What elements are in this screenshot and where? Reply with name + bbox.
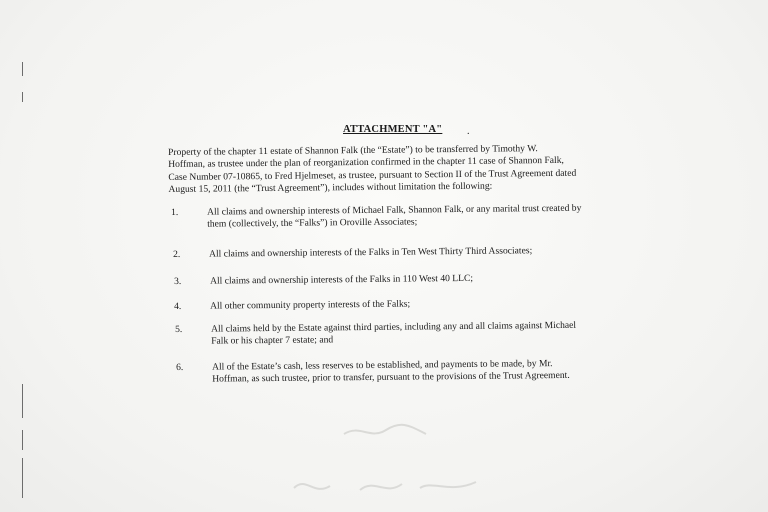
item-number: 6.: [176, 361, 184, 373]
item-number: 5.: [175, 323, 183, 335]
intro-line: August 15, 2011 (the “Trust Agreement”), includes without limitation the following:: [168, 180, 493, 196]
margin-mark: [22, 458, 23, 498]
intro-line: Hoffman, as trustee under the plan of reorganization confirmed in the chapter 11 case of Shannon Falk,: [168, 155, 564, 171]
item-text: All claims and ownership interests of the Falks in 110 West 40 LLC;: [209, 272, 474, 287]
intro-line: Property of the chapter 11 estate of Shannon Falk (the “Estate”) to be transferred by Timothy W.: [168, 143, 538, 158]
item-text: Falk or his chapter 7 estate; and: [211, 334, 334, 348]
margin-mark: [22, 92, 23, 102]
item-text: All claims and ownership interests of the Falks in Ten West Thirty Third Associates;: [208, 245, 533, 260]
margin-mark: [22, 62, 23, 76]
item-text: All of the Estate’s cash, less reserves to be established, and payments to be made, by Mr.: [211, 358, 553, 373]
item-number: 1.: [171, 206, 179, 218]
item-number: 4.: [174, 300, 182, 312]
intro-line: Case Number 07-10865, to Fred Hjelmeset, as trustee, pursuant to Section II of the Trust Agreement dated: [168, 167, 577, 183]
item-text: All claims and ownership interests of Michael Falk, Shannon Falk, or any marital trust created by: [206, 202, 582, 218]
title-mark: .: [467, 126, 470, 137]
item-text: Hoffman, as such trustee, prior to transfer, pursuant to the provisions of the Trust Agreement.: [212, 370, 570, 386]
bleed-through-scribble: [340, 420, 430, 442]
item-text: All claims held by the Estate against third parties, including any and all claims against Michael: [210, 319, 577, 335]
item-number: 3.: [174, 275, 182, 287]
bleed-through-scribble: [290, 470, 480, 500]
item-number: 2.: [173, 248, 181, 260]
attachment-title: ATTACHMENT "A": [343, 124, 443, 135]
intro-paragraph: [168, 142, 620, 196]
margin-mark: [22, 430, 23, 450]
item-text: them (collectively, the “Falks”) in Oroville Associates;: [207, 216, 418, 231]
margin-mark: [22, 384, 23, 418]
item-text: All other community property interests of the Falks;: [209, 298, 411, 312]
